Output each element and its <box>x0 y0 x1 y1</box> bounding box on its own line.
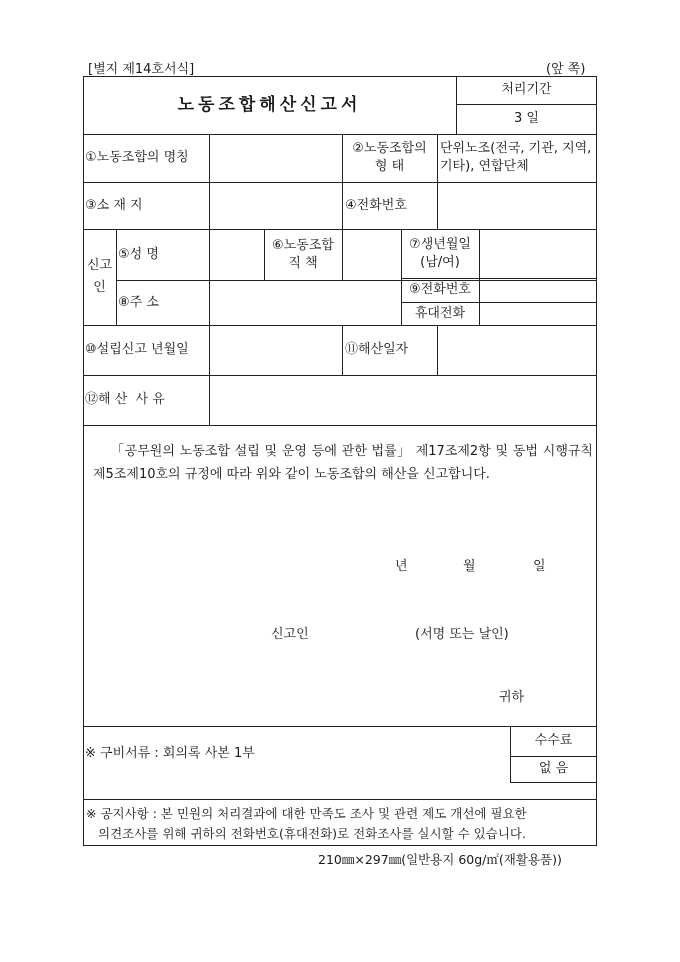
reporter-phone-label: ⑨전화번호 <box>409 282 471 297</box>
union-phone-label: ④전화번호 <box>345 197 407 213</box>
notice-line-2: 의견조사를 위해 귀하의 전화번호(휴대전화)로 전화조사를 실시할 수 있습니다. <box>98 826 526 841</box>
union-type-label: ②노동조합의 형 태 <box>352 141 427 174</box>
reporter-name-input[interactable] <box>210 229 264 280</box>
form-number: [별지 제14호서식] <box>88 62 195 77</box>
reporter-phone-input[interactable] <box>480 278 596 302</box>
establishment-date-label: ⑩설립신고 년월일 <box>85 342 189 357</box>
union-phone-input[interactable] <box>438 182 596 229</box>
union-name-label: ①노동조합의 명칭 <box>85 150 189 165</box>
recipient: 귀하 <box>499 690 525 705</box>
reporter-birth-label: ⑦생년월일 (남/여) <box>409 236 471 270</box>
establishment-date-input[interactable] <box>210 325 341 375</box>
date-year: 년 <box>395 559 408 574</box>
reporter-address-label: ⑧주 소 <box>118 294 159 310</box>
signature-hint: (서명 또는 날인) <box>415 627 509 642</box>
required-documents: ※ 구비서류 : 회의록 사본 1부 <box>85 746 255 761</box>
union-address-label: ③소 재 지 <box>85 197 143 213</box>
reporter-label: 신고인 <box>86 258 113 295</box>
date-month: 월 <box>463 559 476 574</box>
dissolution-date-label: ⑪해산일자 <box>345 342 409 357</box>
form-title: 노동조합해산신고서 <box>177 95 362 115</box>
reporter-birth-input[interactable] <box>480 229 596 278</box>
dissolution-reason-label: ⑫해 산 사 유 <box>85 392 165 407</box>
statement-text: 「공무원의 노동조합 설립 및 운영 등에 관한 법률」 제17조제2항 및 동법 시행규칙 제5조제10호의 규정에 따라 위와 같이 노동조합의 해산을 신고합니다. <box>93 444 593 482</box>
reporter-mobile-label: 휴대전화 <box>414 305 466 321</box>
notice-line-1: ※ 공지사항 : 본 민원의 처리결과에 대한 만족도 조사 및 관련 제도 개선에 필요한 <box>86 806 527 821</box>
reporter-name-label: ⑤성 명 <box>118 246 159 262</box>
fee-label: 수수료 <box>534 733 573 748</box>
processing-period-value: 3 일 <box>514 111 539 126</box>
signature-label: 신고인 <box>271 627 309 642</box>
fee-value: 없 음 <box>538 761 569 776</box>
date-day: 일 <box>533 559 546 574</box>
reporter-mobile-input[interactable] <box>480 302 596 325</box>
dissolution-date-input[interactable] <box>438 325 596 375</box>
paper-spec: 210㎜×297㎜(일반용지 60g/㎡(재활용품)) <box>318 852 562 867</box>
page-side: (앞 쪽) <box>546 62 586 77</box>
union-address-input[interactable] <box>210 182 341 229</box>
reporter-position-input[interactable] <box>343 229 401 280</box>
reporter-position-label: ⑥노동조합 직 책 <box>272 237 334 271</box>
reporter-address-input[interactable] <box>210 280 401 325</box>
processing-period-label: 처리기간 <box>501 82 552 97</box>
dissolution-reason-input[interactable] <box>210 375 596 425</box>
union-type-value: 단위노조(전국, 기관, 지역, 기타), 연합단체 <box>440 141 592 174</box>
union-name-input[interactable] <box>210 134 341 182</box>
